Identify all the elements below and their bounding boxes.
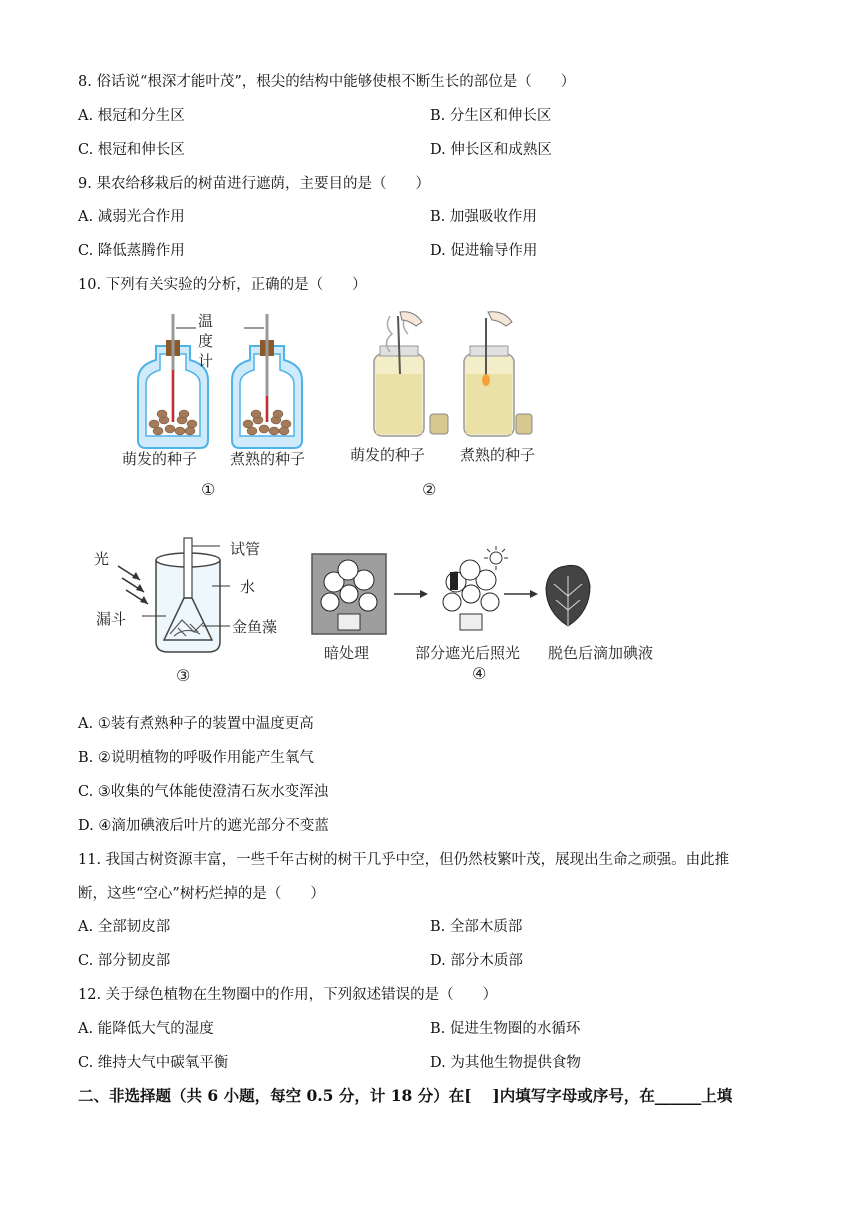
jar-candle-figure: [360, 312, 530, 442]
q9-stem: 9. 果农给移栽后的树苗进行遮荫，主要目的是（ ）: [78, 176, 430, 192]
q10-option-a: A. ①装有煮熟种子的装置中温度更高: [78, 716, 314, 732]
q10-stem: 10. 下列有关实验的分析，正确的是（ ）: [78, 277, 367, 293]
thermometer-label-1: 温: [198, 312, 214, 330]
f1-boiled-label: 煮熟的种子: [230, 450, 306, 468]
f2-boiled-label: 煮熟的种子: [460, 446, 536, 464]
starch-test-figure: [310, 552, 600, 642]
q8-option-d: D. 伸长区和成熟区: [430, 142, 552, 158]
jar-right: [464, 312, 532, 436]
pondweed-figure: [112, 536, 292, 668]
q11-option-b: B. 全部木质部: [430, 919, 523, 935]
f3-pondweed-label: 金鱼藻: [232, 618, 278, 636]
q12-stem: 12. 关于绿色植物在生物圈中的作用，下列叙述错误的是（ ）: [78, 987, 498, 1003]
figure-number-1: ①: [201, 480, 216, 499]
figure-number-3: ③: [176, 666, 191, 685]
q12-option-c: C. 维持大气中碳氧平衡: [78, 1055, 229, 1071]
f3-tube-label: 试管: [230, 540, 261, 558]
thermometer-label-3: 计: [198, 352, 214, 370]
q12-option-a: A. 能降低大气的湿度: [78, 1021, 214, 1037]
q11-stem-line1: 11. 我国古树资源丰富，一些千年古树的树干几乎中空，但仍然枝繁叶茂，展现出生命之顽强。由此推: [78, 852, 730, 868]
figure-number-2: ②: [422, 480, 437, 499]
thermometer-label-2: 度: [198, 332, 214, 350]
thermos-right: [232, 314, 302, 448]
f4-dark-label: 暗处理: [324, 644, 370, 662]
q8-option-a: A. 根冠和分生区: [78, 108, 185, 124]
q8-option-c: C. 根冠和伸长区: [78, 142, 185, 158]
q9-option-b: B. 加强吸收作用: [430, 209, 537, 225]
q12-option-d: D. 为其他生物提供食物: [430, 1055, 581, 1071]
section-two-heading: 二、非选择题（共 6 小题，每空 0.5 分，计 18 分）在[ ]内填写字母或序号，在______上填: [78, 1086, 733, 1105]
q10-option-c: C. ③收集的气体能使澄清石灰水变浑浊: [78, 784, 329, 800]
q10-option-d: D. ④滴加碘液后叶片的遮光部分不变蓝: [78, 818, 329, 834]
f4-iodine-label: 脱色后滴加碘液: [548, 644, 654, 662]
q9-option-c: C. 降低蒸腾作用: [78, 243, 185, 259]
q8-stem: 8. 俗话说“根深才能叶茂”，根尖的结构中能够使根不断生长的部位是（ ）: [78, 74, 576, 90]
light-arrows: [118, 566, 148, 604]
q11-option-d: D. 部分木质部: [430, 953, 523, 969]
f3-water-label: 水: [240, 578, 256, 596]
f2-germinating-label: 萌发的种子: [350, 446, 426, 464]
f3-light-label: 光: [94, 550, 110, 568]
q11-stem-line2: 断，这些“空心”树朽烂掉的是（ ）: [78, 886, 325, 902]
q11-option-c: C. 部分韧皮部: [78, 953, 171, 969]
f1-germinating-label: 萌发的种子: [122, 450, 198, 468]
jar-left: [374, 312, 448, 436]
q9-option-a: A. 减弱光合作用: [78, 209, 185, 225]
q11-option-a: A. 全部韧皮部: [78, 919, 171, 935]
leaf-result: [546, 565, 590, 626]
thermos-figure: [120, 310, 320, 460]
q10-option-b: B. ②说明植物的呼吸作用能产生氧气: [78, 750, 314, 766]
q9-option-d: D. 促进输导作用: [430, 243, 538, 259]
q8-option-b: B. 分生区和伸长区: [430, 108, 552, 124]
f3-funnel-label: 漏斗: [96, 610, 127, 628]
q12-option-b: B. 促进生物圈的水循环: [430, 1021, 581, 1037]
plant-light: [443, 546, 508, 630]
figure-number-4: ④: [472, 664, 487, 683]
f4-shade-label: 部分遮光后照光: [415, 644, 521, 662]
